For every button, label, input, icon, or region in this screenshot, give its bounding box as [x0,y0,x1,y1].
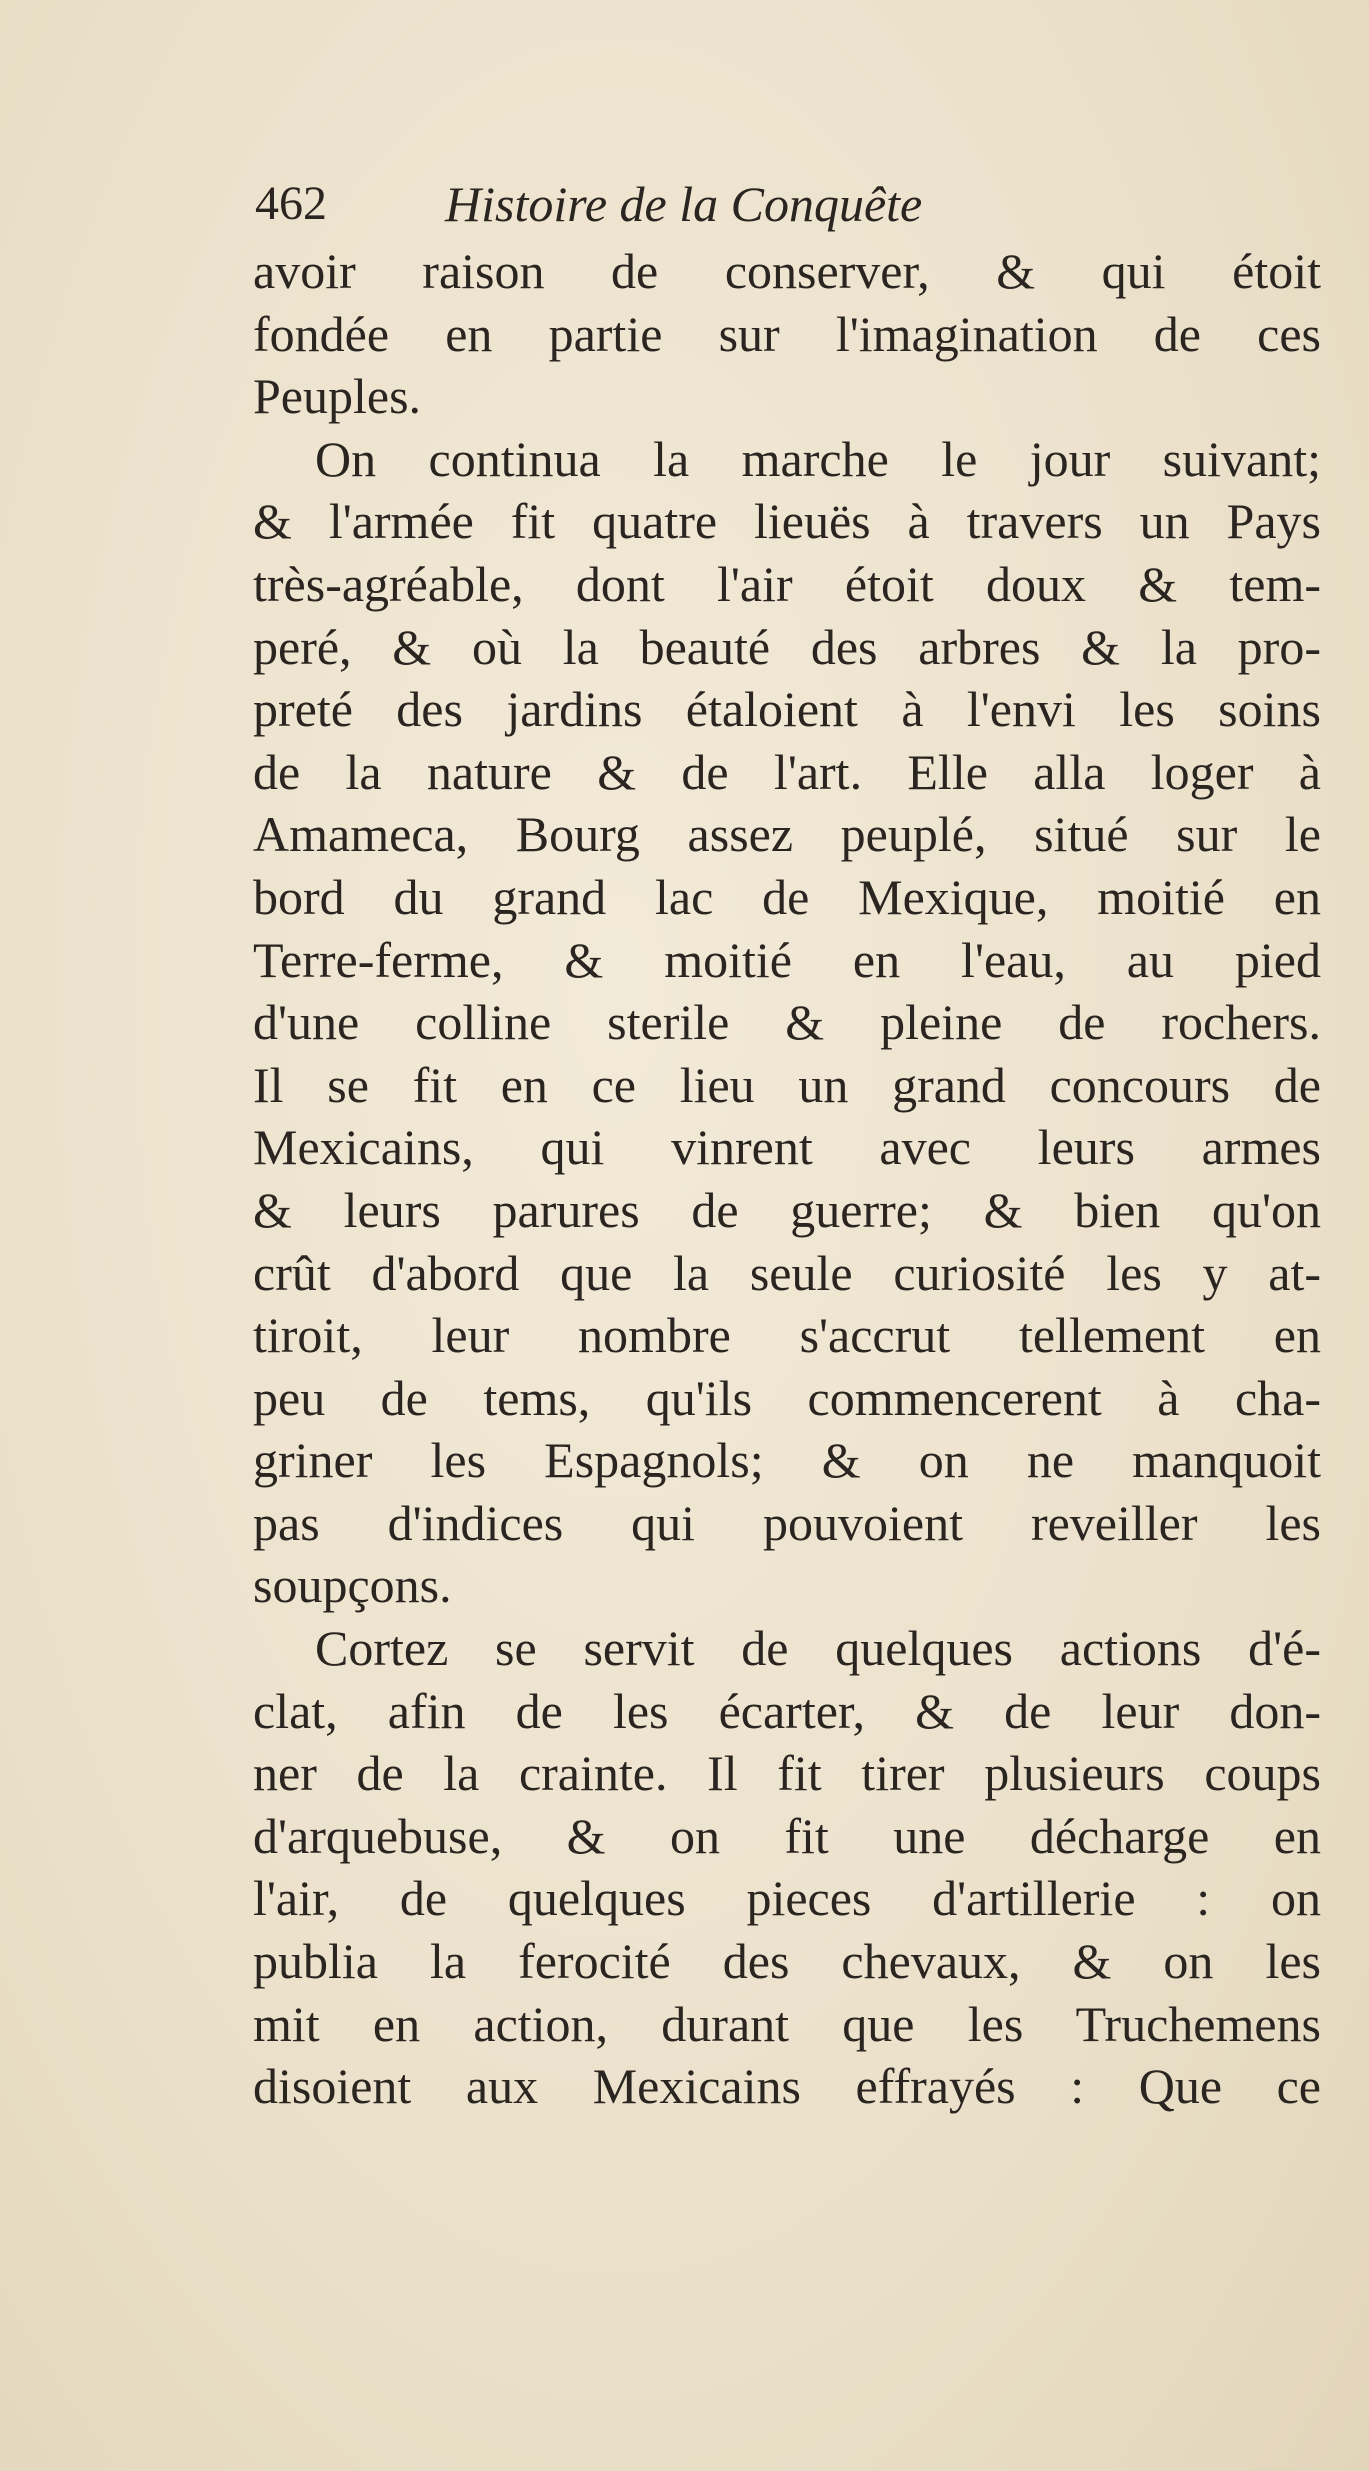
text-line: clat, afin de les écarter, & de leur don- [253,1682,1321,1739]
text-line: fondée en partie sur l'imagination de ces [253,305,1321,362]
text-line: de la nature & de l'art. Elle alla loger à [253,743,1321,800]
text-line: ner de la crainte. Il fit tirer plusieurs coups [253,1745,1321,1802]
page-number: 462 [255,177,327,230]
text-line: bord du grand lac de Mexique, moitié en [253,868,1321,925]
text-line: publia la ferocité des chevaux, & on les [253,1933,1321,1990]
text-line: tiroit, leur nombre s'accrut tellement en [253,1307,1321,1364]
text-line: Cortez se servit de quelques actions d'é- [315,1620,1321,1677]
text-line: crût d'abord que la seule curiosité les y at- [253,1244,1321,1301]
text-line: & leurs parures de guerre; & bien qu'on [253,1181,1321,1238]
text-line: disoient aux Mexicains effrayés : Que ce [253,2058,1321,2115]
text-line: mit en action, durant que les Truchemens [253,1995,1321,2052]
text-line: pas d'indices qui pouvoient reveiller les [253,1494,1321,1551]
text-line: avoir raison de conserver, & qui étoit [253,243,1321,299]
text-line: Mexicains, qui vinrent avec leurs armes [253,1119,1321,1176]
text-line: Peuples. [253,368,422,425]
text-line: griner les Espagnols; & on ne manquoit [253,1432,1321,1489]
running-title: Histoire de la Conquête [445,176,923,232]
text-line: Terre-ferme, & moitié en l'eau, au pied [253,931,1321,988]
text-line: On continua la marche le jour suivant; [315,430,1321,487]
page-header [255,172,1315,236]
text-line: Amameca, Bourg assez peuplé, situé sur le [253,806,1321,863]
body-text [253,240,1321,2118]
text-line: peré, & où la beauté des arbres & la pro- [253,618,1321,675]
text-line: & l'armée fit quatre lieuës à travers un Pays [253,493,1321,550]
text-line: preté des jardins étaloient à l'envi les soins [253,681,1321,738]
text-line: très-agréable, dont l'air étoit doux & tem- [253,555,1321,612]
text-line: d'une colline sterile & pleine de rochers. [253,994,1321,1051]
text-line: peu de tems, qu'ils commencerent à cha- [253,1369,1321,1426]
text-line: d'arquebuse, & on fit une décharge en [253,1807,1321,1864]
text-line: l'air, de quelques pieces d'artillerie : on [253,1870,1321,1927]
text-line: soupçons. [253,1557,452,1614]
text-line: Il se fit en ce lieu un grand concours de [253,1056,1321,1113]
